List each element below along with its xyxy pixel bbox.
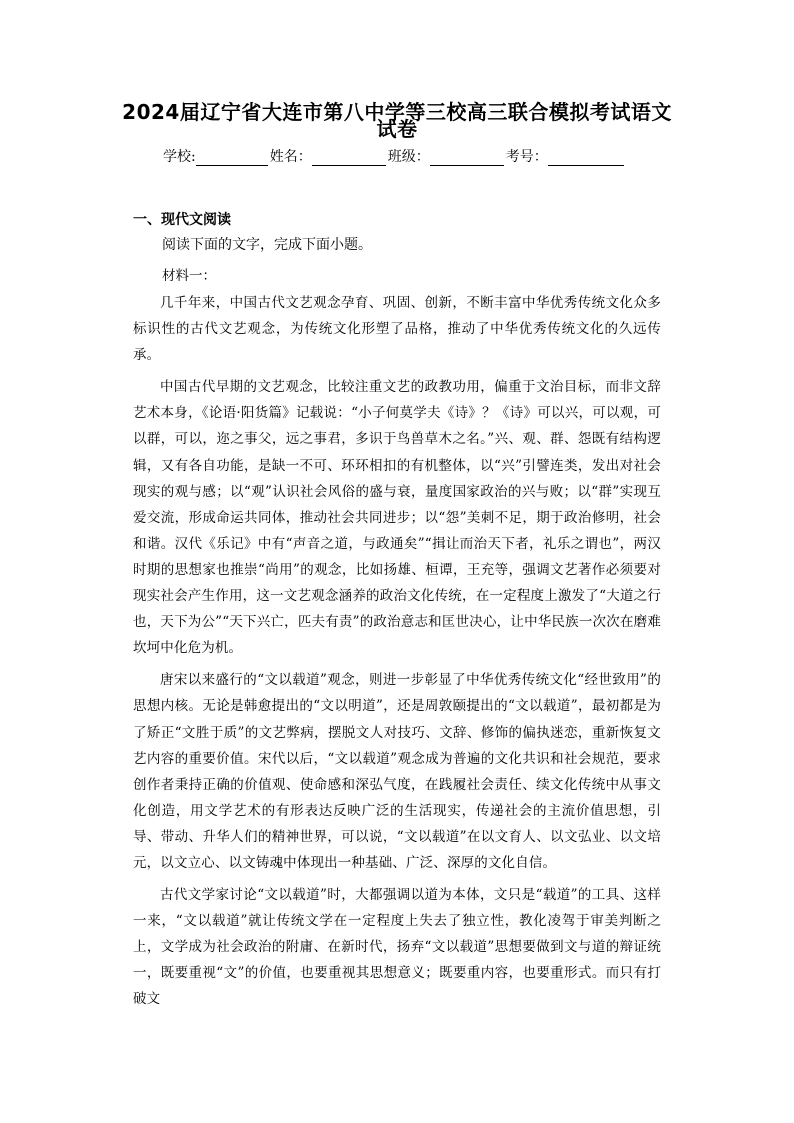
passage-paragraph-2: 中国古代早期的文艺观念，比较注重文艺的政教功用，偏重于文治目标，而非文辞艺术本身，《论语·阳货篇》记载说：“小子何莫学夫《诗》？《诗》可以兴，可以观，可以群，可以，迩之事父，远之事君，多识于鸟兽草木之名。”兴、观、群、怨既有结构逻辑，又有各自功能，是缺一不可、环环相扣的有机整体，以“兴”引譬连类，发出对社会现实的观与感；以“观”认识社会风俗的盛与衰，量度国家政治的兴与败；以“群”实现互爱交流，形成命运共同体，推动社会共同进步；以“怨”美刺不足，期于政治修明，社会和谐。汉代《乐记》中有“声音之道，与政通矣”“揖让而治天下者，礼乐之谓也”，两汉时期的思想家也推崇“尚用”的观念，比如扬雄、桓谭，王充等，强调文艺著作必须要对现实社会产生作用，这一文艺观念涵养的政治文化传统，在一定程度上激发了“大道之行也，天下为公”“天下兴亡，匹夫有责”的政治意志和匡世决心，让中华民族一次次在磨难坎坷中化危为机。: [133, 379, 661, 657]
exam-title-line1: 2024届辽宁省大连市第八中学等三校高三联合模拟考试语文: [122, 100, 672, 124]
exam-title-line2: 试卷: [376, 117, 418, 141]
reading-instruction: 阅读下面的文字，完成下面小题。: [162, 237, 372, 253]
school-blank[interactable]: [196, 151, 268, 166]
class-blank[interactable]: [430, 151, 504, 166]
class-label: 班级：: [387, 149, 430, 165]
passage-paragraph-3: 唐宋以来盛行的“文以载道”观念，则进一步彰显了中华优秀传统文化“经世致用”的思想内核。无论是韩愈提出的“文以明道”，还是周敦颐提出的“文以载道”，最初都是为了矫正“文胜于质”的文艺弊病，摆脱文人对技巧、文辞、修饰的偏执迷恋，重新恢复文艺内容的重要价值。宋代以后，“文以载道”观念成为普遍的文化共识和社会规范，要求创作者秉持正确的价值观、使命感和深弘气度，在践履社会责任、续文化传统中从事文化创造，用文学艺术的有形表达反映广泛的生活现实，传递社会的主流价值思想，引导、带动、升华人们的精神世界，可以说，“文以载道”在以文育人、以文弘业、以文培元，以文立心、以文铸魂中体现出一种基础、广泛、深厚的文化自信。: [133, 672, 661, 871]
student-info-row: [163, 146, 643, 166]
section-heading: 一、现代文阅读: [133, 212, 231, 228]
passage-paragraph-1: 几千年来，中国古代文艺观念孕育、巩固、创新，不断丰富中华优秀传统文化众多标识性的古代文艺观念，为传统文化形塑了品格，推动了中华优秀传统文化的久远传承。: [133, 295, 661, 364]
school-label: 学校:: [163, 149, 196, 165]
exam-number-blank[interactable]: [548, 151, 624, 166]
passage-paragraph-4: 古代文学家讨论“文以载道”时，大都强调以道为本体，文只是“载道”的工具、这样一来，“文以载道”就让传统文学在一定程度上失去了独立性，教化凌驾于审美判断之上，文学成为社会政治的附庸、在新时代，扬弃“文以载道”思想要做到文与道的辩证统一，既要重视“文”的价值，也要重视其思想意义；既要重内容，也要重形式。而只有打破文: [133, 887, 661, 1008]
reading-passage: [133, 290, 661, 1019]
material-label: 材料一：: [162, 268, 216, 284]
name-label: 姓名：: [269, 149, 312, 165]
exam-number-label: 考号：: [505, 149, 548, 165]
name-blank[interactable]: [312, 151, 386, 166]
